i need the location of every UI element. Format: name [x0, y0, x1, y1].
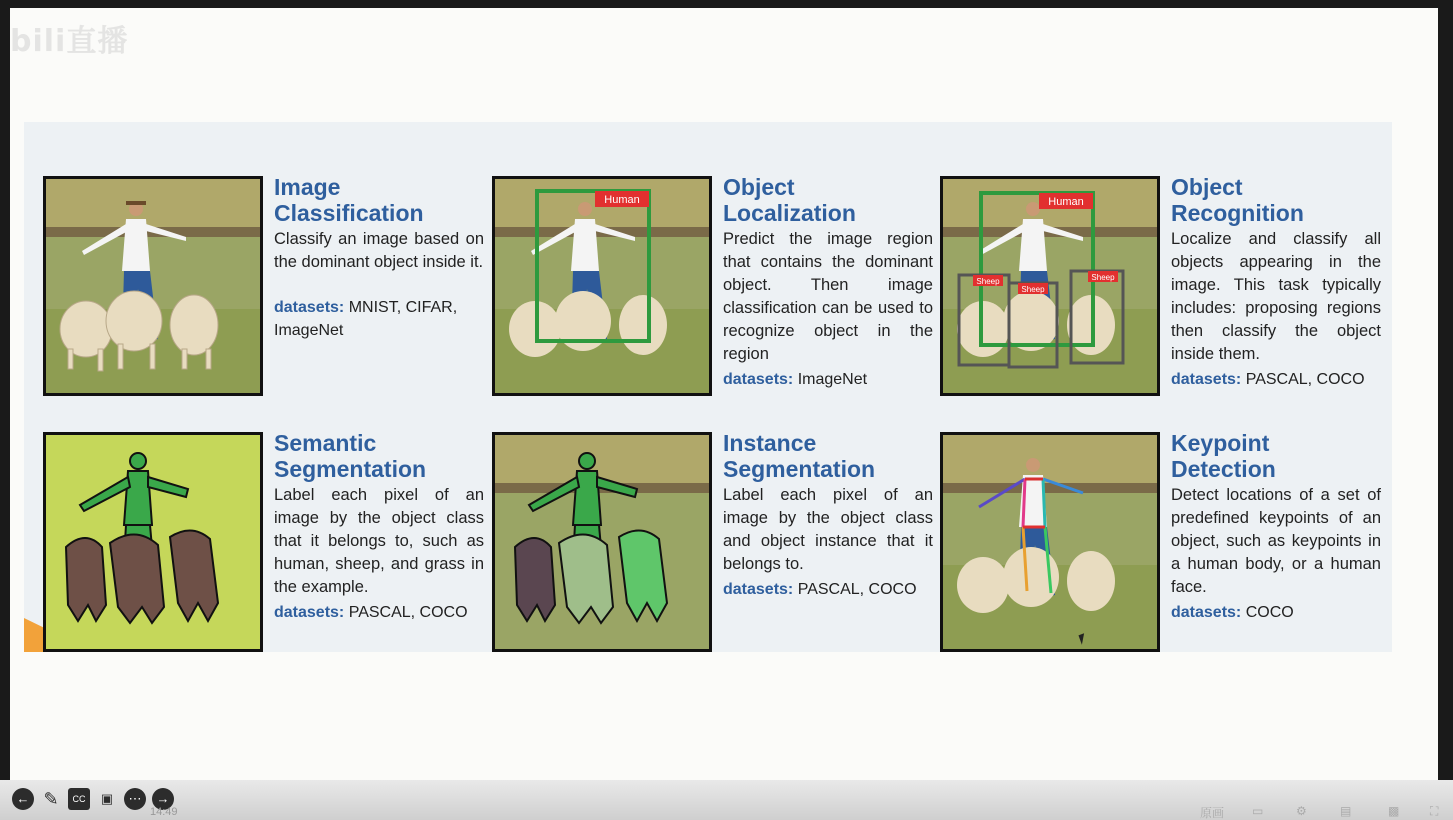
- card-title-line1: Instance: [723, 430, 817, 456]
- card-title-line2: Segmentation: [274, 456, 427, 482]
- playback-time: 14:49: [150, 806, 178, 818]
- card-title-line1: Object: [1171, 174, 1243, 200]
- photo-thumbnail: [940, 176, 1160, 396]
- card-datasets: [723, 578, 933, 601]
- card-datasets: [1171, 601, 1381, 624]
- card-text: [723, 430, 933, 601]
- pip-icon[interactable]: ▤: [1340, 804, 1352, 818]
- card-description: Label each pixel of an image by the object class and object instance that it belongs to.: [723, 486, 933, 573]
- keypoint-image: [943, 435, 1157, 649]
- card-description: Predict the image region that contains the dominant object. Then image classification can be used to recognize object in the region: [723, 230, 933, 363]
- camera-off-icon[interactable]: ▣: [100, 791, 114, 806]
- card-datasets: [274, 601, 484, 624]
- label-human: Human: [1048, 196, 1084, 208]
- datasets-label: datasets:: [274, 604, 345, 621]
- next-slide-icon[interactable]: →: [152, 788, 174, 810]
- datasets-label: datasets:: [274, 299, 345, 316]
- photo-image: [495, 179, 709, 393]
- card-title-line2: Localization: [723, 200, 856, 226]
- more-options-icon[interactable]: ⋯: [124, 788, 146, 810]
- label-human: Human: [604, 194, 640, 206]
- datasets-label: datasets:: [723, 371, 794, 388]
- danmaku-icon[interactable]: ▭: [1252, 804, 1264, 818]
- datasets-label: datasets:: [1171, 371, 1242, 388]
- photo-image: [943, 179, 1157, 393]
- previous-slide-icon[interactable]: ←: [12, 788, 34, 810]
- card-title-line1: Keypoint: [1171, 430, 1270, 456]
- datasets-value: ImageNet: [797, 371, 868, 388]
- card-text: [1171, 430, 1381, 624]
- card-title-line1: Image: [274, 174, 341, 200]
- segmentation-thumbnail: [492, 432, 712, 652]
- captions-icon[interactable]: CC: [68, 788, 90, 810]
- card-title-line2: Recognition: [1171, 200, 1304, 226]
- segmentation-thumbnail: [43, 432, 263, 652]
- photo-image: [46, 179, 260, 393]
- card-title-line1: Object: [723, 174, 795, 200]
- card-description: Label each pixel of an image by the object class that it belongs to, such as human, sheep, and grass in the example.: [274, 486, 484, 596]
- datasets-value: PASCAL, COCO: [797, 581, 917, 598]
- photo-thumbnail: [940, 432, 1160, 652]
- datasets-value: PASCAL, COCO: [1245, 371, 1365, 388]
- card-text: [274, 430, 484, 624]
- datasets-value: PASCAL, COCO: [348, 604, 468, 621]
- card-datasets: [723, 368, 933, 391]
- bilibili-live-watermark: bili直播: [10, 24, 129, 59]
- card-datasets: [274, 296, 484, 342]
- pen-icon[interactable]: ✎: [43, 789, 59, 809]
- card-datasets: [1171, 368, 1381, 391]
- label-sheep: Sheep: [1091, 273, 1115, 282]
- quality-original-label[interactable]: 原画: [1200, 806, 1225, 820]
- card-text: [274, 174, 484, 342]
- fullscreen-icon[interactable]: ⛶: [1430, 804, 1439, 818]
- player-control-bar: [0, 780, 1453, 820]
- instance-segmentation-image: [495, 435, 709, 649]
- label-sheep: Sheep: [976, 277, 1000, 286]
- card-text: [723, 174, 933, 391]
- card-description: Localize and classify all objects appearing in the image. This task typically includes: proposing regions then classify the object inside them.: [1171, 230, 1381, 363]
- card-title-line2: Segmentation: [723, 456, 876, 482]
- card-description: Classify an image based on the dominant object inside it.: [274, 230, 484, 271]
- card-title-line2: Classification: [274, 200, 424, 226]
- datasets-label: datasets:: [723, 581, 794, 598]
- datasets-value: COCO: [1245, 604, 1294, 621]
- webfullscreen-icon[interactable]: ▩: [1388, 804, 1400, 818]
- datasets-label: datasets:: [1171, 604, 1242, 621]
- photo-thumbnail: [43, 176, 263, 396]
- segmentation-image: [46, 435, 260, 649]
- card-title-line1: Semantic: [274, 430, 377, 456]
- label-sheep: Sheep: [1021, 285, 1045, 294]
- card-title-line2: Detection: [1171, 456, 1276, 482]
- card-description: Detect locations of a set of predefined keypoints of an object, such as keypoints in a human body, or a human face.: [1171, 486, 1381, 596]
- photo-thumbnail: [492, 176, 712, 396]
- datasets-value: MNIST, CIFAR, ImageNet: [274, 299, 458, 339]
- card-text: [1171, 174, 1381, 391]
- settings-icon[interactable]: ⚙: [1296, 804, 1307, 818]
